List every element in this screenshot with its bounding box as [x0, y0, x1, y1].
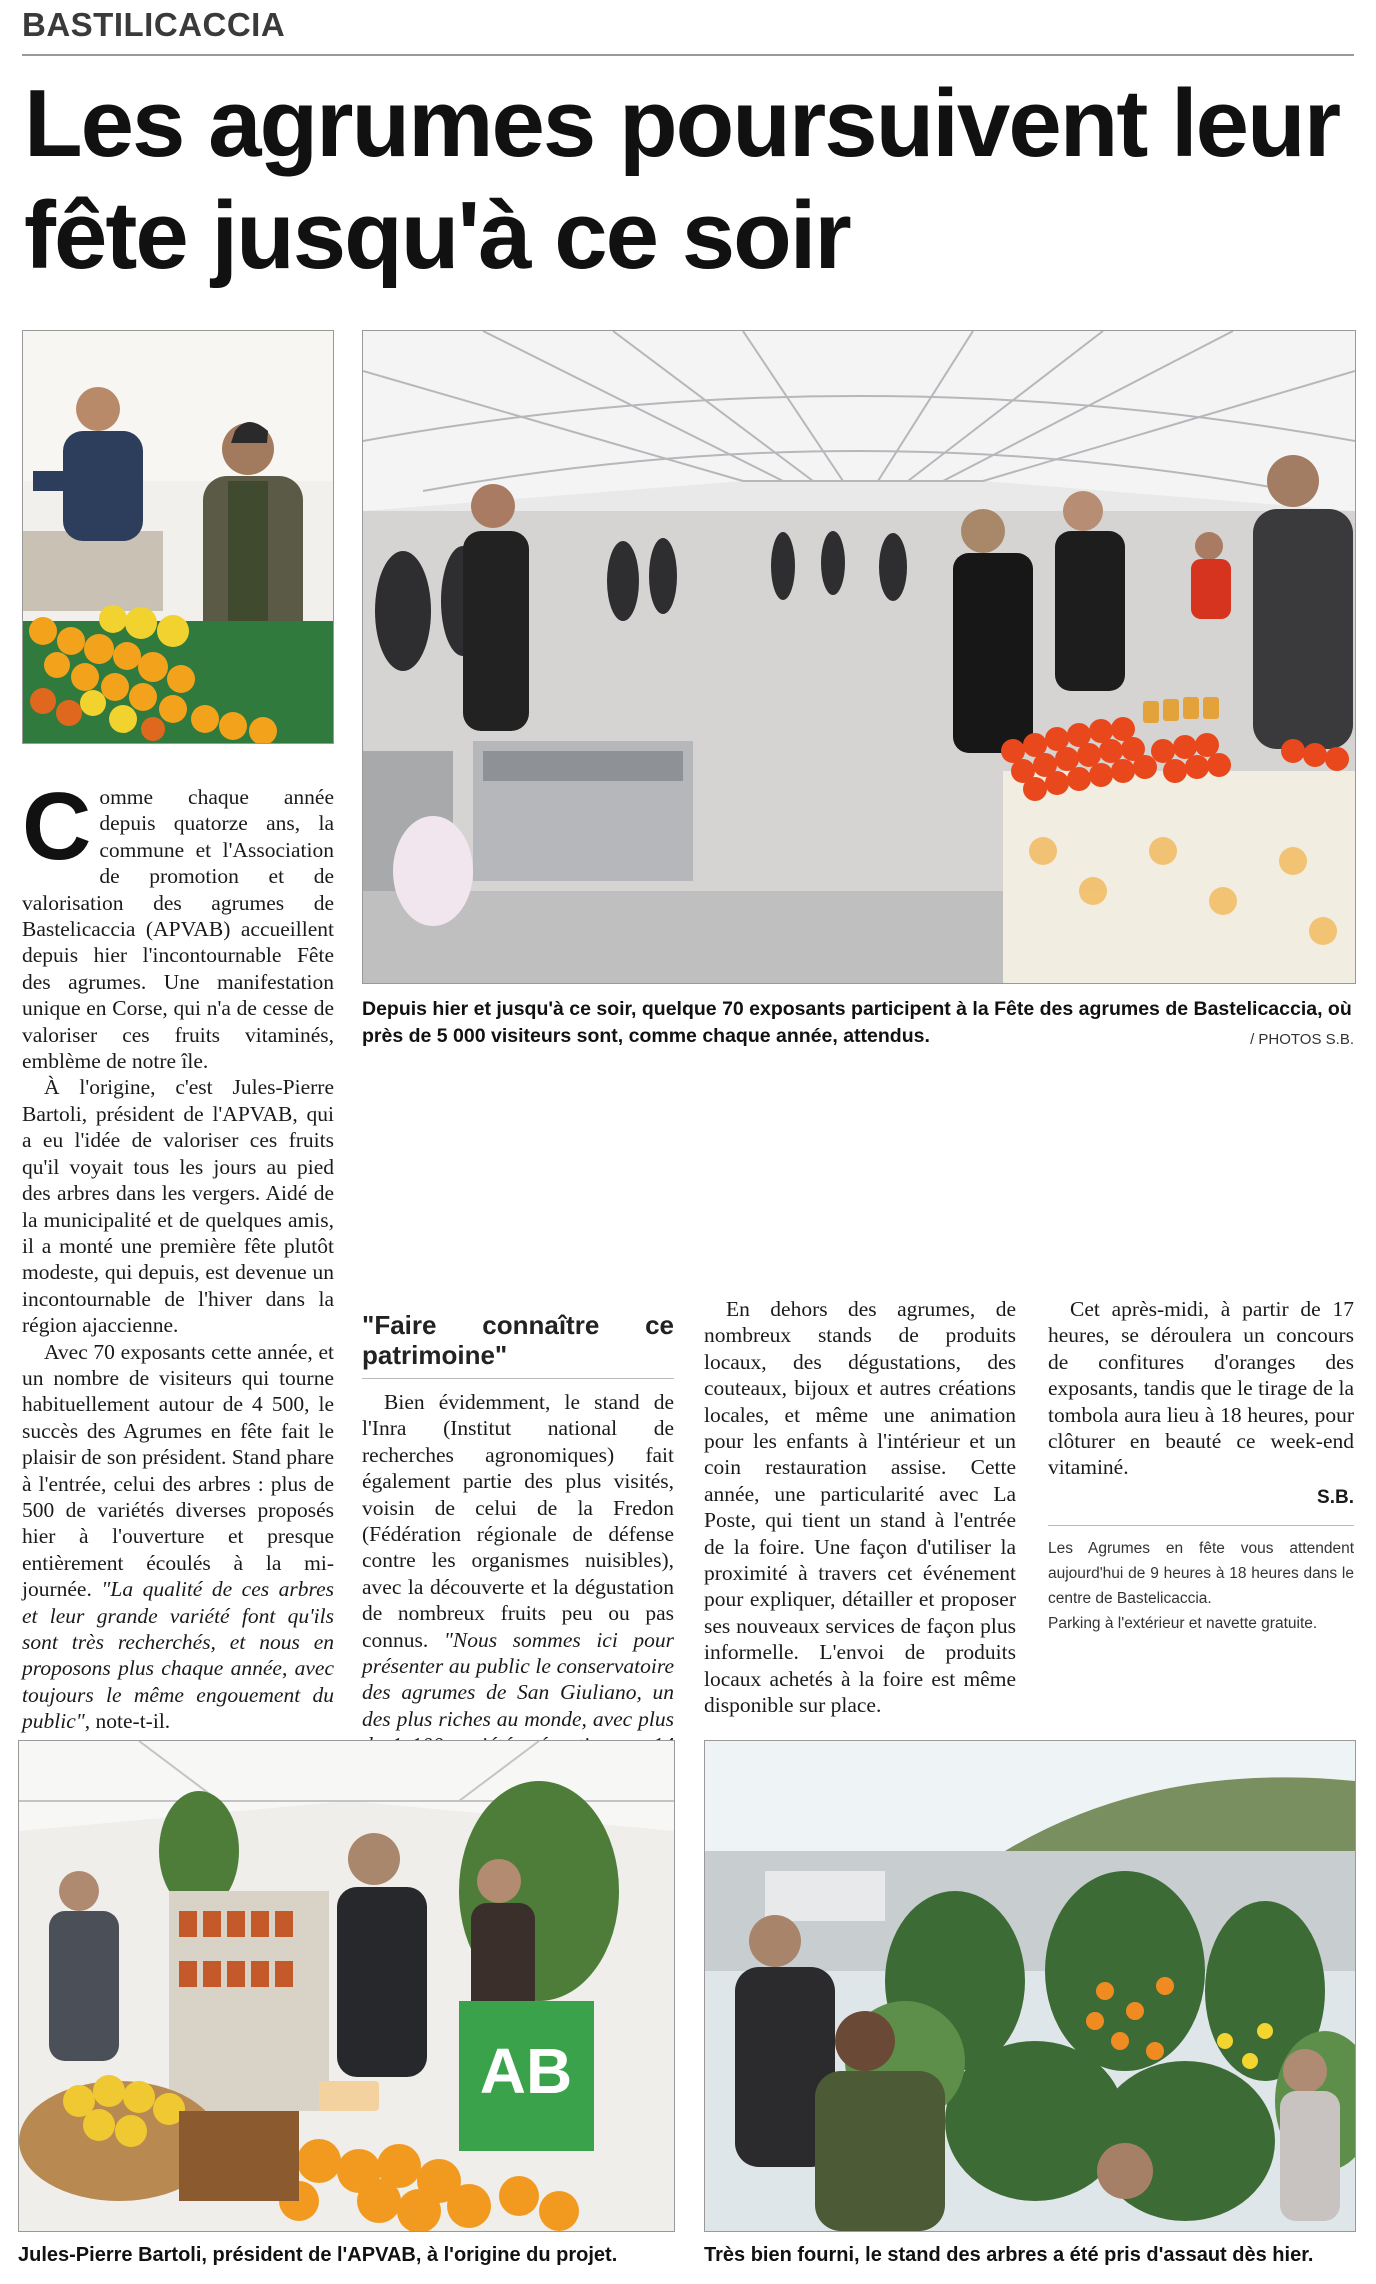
article-paragraph-3: [22, 1339, 334, 1735]
rubric-divider: [22, 54, 1354, 56]
bottom-left-caption: Jules-Pierre Bartoli, président de l'APVAB, à l'origine du projet.: [18, 2244, 618, 2266]
main-photo-caption-text: Depuis hier et jusqu'à ce soir, quelque 70 exposants participent à la Fête des agrumes de Bastelicaccia, où près de 5 000 visiteurs sont, comme chaque année, attendus.: [362, 998, 1352, 1047]
photo-credit: / PHOTOS S.B.: [1250, 1031, 1354, 1048]
article-paragraph-6: Cet après-midi, à partir de 17 heures, se déroulera un concours de confitures d'oranges des exposants, tandis que le tirage de la tombola aura lieu à 18 heures, pour clôturer en beauté ce week-end vitaminé.: [1048, 1297, 1354, 1480]
article-column-4: [1048, 1296, 1354, 1636]
article-column-1: [22, 773, 335, 1735]
page-title: Les agrumes poursuivent leur fête jusqu'à ce soir: [24, 70, 1340, 289]
paragraph-3-text: Avec 70 exposants cette année, et un nombre de visiteurs qui tourne habituellement autour de 4 500, le succès des Agrumes en fête fait le plaisir de son président. Stand phare à l'entrée, celui des arbres : plus de 500 de variétés diverses proposés hier à l'ouverture et presque entièrement écoulés à la mi-journée.: [22, 1339, 334, 1602]
article-paragraph-2: À l'origine, c'est Jules-Pierre Bartoli, président de l'APVAB, qui a eu l'idée de valoriser ces fruits qu'il voyait tous les jours au pied des arbres dans les vergers. Aidé de la municipalité et de quelques amis, il a monté une première fête plutôt modeste, qui depuis, est devenue un incontournable de l'hiver dans la région ajaccienne.: [22, 1075, 334, 1338]
inra-quote-1: "Nous sommes ici pour présenter au public le conservatoire des agrumes de San Giuliano, un des plus riches au monde, avec plus: [362, 1627, 674, 1731]
article-paragraph-5: En dehors des agrumes, de nombreux stands de produits locaux, des dégustations, des couteaux, bijoux et autres créations locales, et même une animation pour les enfants à l'intérieur et un coin restauration assise. Cette année, une particularité avec La Poste, qui tient un stand à l'entrée de la foire. Une façon d'utiliser la proximité à travers cet événement pour expliquer, détailler et proposer ses nouveaux services de façon plus informelle. L'envoi de produits locaux achetés à la foire est même disponible sur place.: [704, 1297, 1016, 1718]
main-photo-caption: [362, 996, 1354, 1053]
paragraph-3-end: , note-t-il.: [84, 1709, 171, 1734]
dropcap-letter: C: [22, 773, 92, 880]
info-parking: Parking à l'extérieur et navette gratuite.: [1048, 1615, 1318, 1633]
ab-organic-logo: AB: [479, 2035, 573, 2107]
paragraph-4-text: Bien évidemment, le stand de l'Inra (Institut national de recherches agronomiques) fait également partie des plus visités, voisin de celui de la Fredon (Fédération régionale de défense contre les organismes nuisibles), avec la découverte et la dégustation de nombreux fruits peu ou pas connus.: [362, 1390, 674, 1652]
article-subhead: "Faire connaître ce patrimoine": [362, 1310, 674, 1379]
photo-president-stand: [18, 1740, 675, 2232]
practical-info-box: [1048, 1525, 1354, 1636]
president-quote: "La qualité de ces arbres et leur grande variété font qu'ils sont très recherchés, et nous en proposons plus chaque année, avec toujours le même engouement du public": [22, 1577, 335, 1734]
bottom-right-caption: Très bien fourni, le stand des arbres a été pris d'assaut dès hier.: [704, 2244, 1314, 2266]
photo-main-tent: [362, 330, 1356, 984]
info-hours: Les Agrumes en fête vous attendent aujourd'hui de 9 heures à 18 heures dans le centre de Bastelicaccia.: [1048, 1540, 1354, 1608]
paragraph-1-text: omme chaque année depuis quatorze ans, la commune et l'Association de promotion et de valorisation des agrumes de Bastelicaccia (APVAB) accueillent depuis hier l'incontournable Fête des agrumes. Une manifestation unique en Corse, qui n'a de cesse de valoriser ces fruits vitaminés, emblème de notre île.: [22, 785, 334, 1074]
photo-vendors: [22, 330, 334, 744]
author-signature: S.B.: [1317, 1486, 1354, 1508]
section-rubric: BASTILICACCIA: [22, 6, 286, 43]
article-paragraph-1: [22, 773, 334, 1074]
photo-tree-stand: [704, 1740, 1356, 2232]
article-column-3: [704, 1296, 1016, 1719]
